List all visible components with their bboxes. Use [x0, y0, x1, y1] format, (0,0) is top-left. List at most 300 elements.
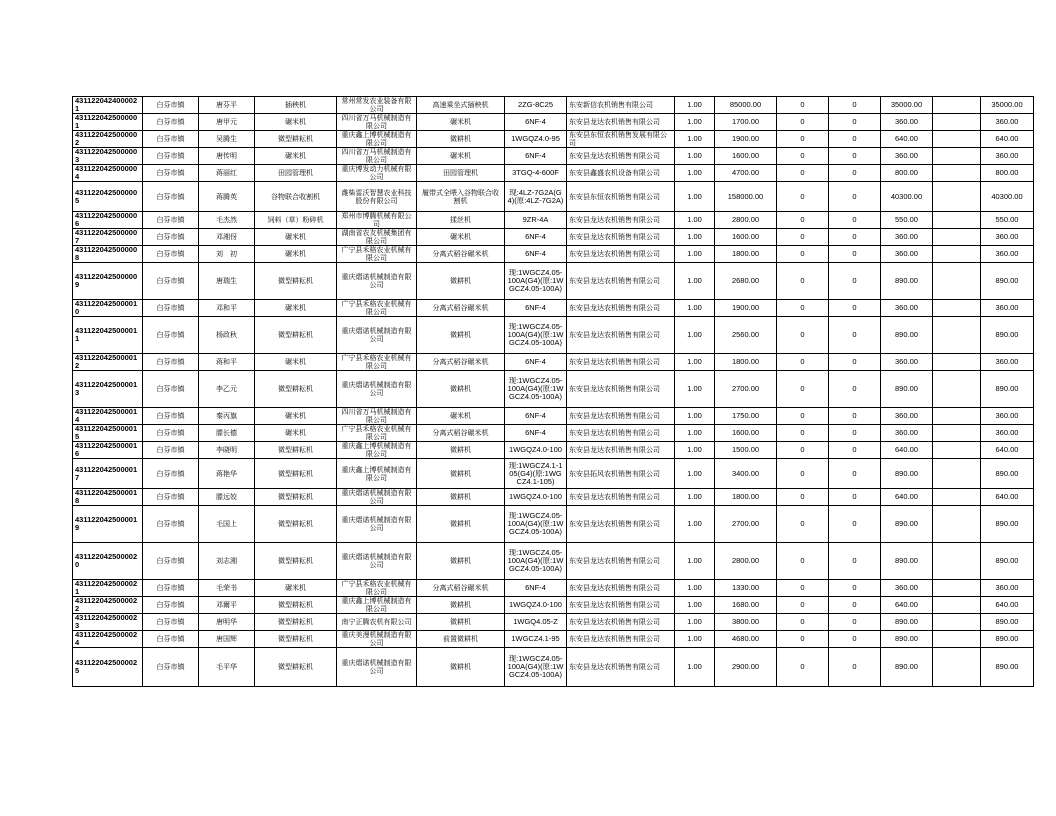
cell-manufacturer: 重庆熠诺机械制造有限公司 [337, 648, 417, 687]
cell-manufacturer: 重庆熠诺机械制造有限公司 [337, 543, 417, 580]
cell-col-l: 0 [829, 182, 881, 212]
table-row [73, 131, 1034, 148]
cell-town: 白芬市镇 [143, 648, 199, 687]
cell-model: 6NF-4 [505, 354, 567, 371]
cell-total-subsidy: 890.00 [981, 648, 1034, 687]
cell-town: 白芬市镇 [143, 614, 199, 631]
cell-farmer-name: 唐明华 [199, 614, 255, 631]
cell-col-l: 0 [829, 648, 881, 687]
cell-col-k: 0 [777, 371, 829, 408]
cell-dealer: 东安县东恒农机销售发展有限公司 [567, 131, 675, 148]
cell-model: 6NF-4 [505, 114, 567, 131]
cell-col-n [933, 317, 981, 354]
cell-machine-name: 碾米机 [417, 148, 505, 165]
cell-farmer-name: 毛平华 [199, 648, 255, 687]
cell-machine-category: 碾米机 [255, 408, 337, 425]
cell-col-l: 0 [829, 489, 881, 506]
cell-subsidy-amount: 360.00 [881, 246, 933, 263]
table-row [73, 246, 1034, 263]
cell-town: 白芬市镇 [143, 148, 199, 165]
cell-record-id: 431122042500001 5 [73, 425, 143, 442]
cell-col-l: 0 [829, 97, 881, 114]
cell-col-n [933, 354, 981, 371]
cell-col-k: 0 [777, 489, 829, 506]
cell-col-n [933, 506, 981, 543]
cell-subsidy-amount: 890.00 [881, 614, 933, 631]
cell-farmer-name: 唐瑞生 [199, 263, 255, 300]
cell-quantity: 1.00 [675, 597, 715, 614]
cell-col-n [933, 459, 981, 489]
cell-machine-name: 微耕机 [417, 597, 505, 614]
cell-machine-category: 微型耕耘机 [255, 631, 337, 648]
cell-col-k: 0 [777, 148, 829, 165]
cell-machine-category: 饲料（草）粉碎机 [255, 212, 337, 229]
cell-total-subsidy: 35000.00 [981, 97, 1034, 114]
cell-sale-price: 2800.00 [715, 212, 777, 229]
cell-subsidy-amount: 360.00 [881, 148, 933, 165]
cell-sale-price: 1500.00 [715, 442, 777, 459]
cell-col-k: 0 [777, 182, 829, 212]
cell-model: 6NF-4 [505, 580, 567, 597]
cell-machine-category: 碾米机 [255, 354, 337, 371]
cell-quantity: 1.00 [675, 459, 715, 489]
table-row [73, 543, 1034, 580]
cell-record-id: 431122042500001 7 [73, 459, 143, 489]
cell-subsidy-amount: 640.00 [881, 597, 933, 614]
cell-col-k: 0 [777, 246, 829, 263]
cell-town: 白芬市镇 [143, 97, 199, 114]
cell-machine-name: 分离式稻谷碾米机 [417, 425, 505, 442]
cell-sale-price: 158000.00 [715, 182, 777, 212]
cell-total-subsidy: 40300.00 [981, 182, 1034, 212]
cell-total-subsidy: 890.00 [981, 631, 1034, 648]
cell-farmer-name: 吴腾生 [199, 131, 255, 148]
cell-col-n [933, 212, 981, 229]
cell-manufacturer: 重庆鑫上博机械制造有限公司 [337, 597, 417, 614]
cell-farmer-name: 蒋和平 [199, 354, 255, 371]
cell-quantity: 1.00 [675, 246, 715, 263]
cell-sale-price: 1800.00 [715, 489, 777, 506]
cell-model: 现:1WGCZ4.05-100A(G4)(原:1WGCZ4.05-100A) [505, 543, 567, 580]
cell-machine-category: 微型耕耘机 [255, 648, 337, 687]
cell-sale-price: 4680.00 [715, 631, 777, 648]
cell-farmer-name: 杨政秋 [199, 317, 255, 354]
cell-manufacturer: 潍柴雷沃智慧农业科技股份有限公司 [337, 182, 417, 212]
cell-record-id: 431122042500000 4 [73, 165, 143, 182]
cell-dealer: 东安新信农机销售有限公司 [567, 97, 675, 114]
cell-model: 现:1WGCZ4.05-100A(G4)(原:1WGCZ4.05-100A) [505, 506, 567, 543]
cell-machine-name: 微耕机 [417, 489, 505, 506]
cell-col-n [933, 408, 981, 425]
cell-quantity: 1.00 [675, 263, 715, 300]
cell-col-k: 0 [777, 408, 829, 425]
cell-sale-price: 1900.00 [715, 300, 777, 317]
cell-machine-name: 碾米机 [417, 229, 505, 246]
cell-total-subsidy: 640.00 [981, 442, 1034, 459]
cell-col-l: 0 [829, 317, 881, 354]
cell-town: 白芬市镇 [143, 371, 199, 408]
cell-col-l: 0 [829, 614, 881, 631]
cell-col-n [933, 543, 981, 580]
cell-town: 白芬市镇 [143, 543, 199, 580]
cell-col-n [933, 489, 981, 506]
cell-subsidy-amount: 360.00 [881, 300, 933, 317]
cell-col-n [933, 580, 981, 597]
cell-farmer-name: 刘志湘 [199, 543, 255, 580]
cell-sale-price: 2680.00 [715, 263, 777, 300]
cell-total-subsidy: 640.00 [981, 489, 1034, 506]
cell-sale-price: 4700.00 [715, 165, 777, 182]
cell-dealer: 东安县龙达农机销售有限公司 [567, 371, 675, 408]
cell-total-subsidy: 360.00 [981, 300, 1034, 317]
cell-manufacturer: 广宁县禾格农业机械有限公司 [337, 425, 417, 442]
cell-machine-category: 微型耕耘机 [255, 506, 337, 543]
cell-subsidy-amount: 890.00 [881, 631, 933, 648]
cell-col-n [933, 631, 981, 648]
cell-dealer: 东安县鑫盛农机设备有限公司 [567, 165, 675, 182]
cell-dealer: 东安县龙达农机销售有限公司 [567, 229, 675, 246]
cell-dealer: 东安县龙达农机销售有限公司 [567, 506, 675, 543]
cell-record-id: 431122042500002 1 [73, 580, 143, 597]
table-row [73, 371, 1034, 408]
cell-town: 白芬市镇 [143, 597, 199, 614]
cell-quantity: 1.00 [675, 165, 715, 182]
cell-col-l: 0 [829, 506, 881, 543]
cell-manufacturer: 重庆鑫上博机械制造有限公司 [337, 442, 417, 459]
cell-farmer-name: 唐传明 [199, 148, 255, 165]
cell-farmer-name: 李乙元 [199, 371, 255, 408]
cell-town: 白芬市镇 [143, 442, 199, 459]
cell-record-id: 431122042500002 4 [73, 631, 143, 648]
cell-model: 现:1WGCZ4.1-105(G4)(原:1WGCZ4.1-105) [505, 459, 567, 489]
cell-col-l: 0 [829, 631, 881, 648]
cell-col-l: 0 [829, 212, 881, 229]
cell-col-k: 0 [777, 229, 829, 246]
cell-model: 6NF-4 [505, 229, 567, 246]
cell-machine-category: 微型耕耘机 [255, 371, 337, 408]
cell-machine-name: 履带式全喂入谷物联合收割机 [417, 182, 505, 212]
table-row [73, 317, 1034, 354]
cell-quantity: 1.00 [675, 229, 715, 246]
cell-subsidy-amount: 890.00 [881, 263, 933, 300]
cell-model: 现:1WGCZ4.05-100A(G4)(原:1WGCZ4.05-100A) [505, 648, 567, 687]
cell-dealer: 东安县龙达农机销售有限公司 [567, 263, 675, 300]
cell-farmer-name: 邓和平 [199, 300, 255, 317]
cell-model: 1WGQZ4.0-100 [505, 442, 567, 459]
cell-town: 白芬市镇 [143, 229, 199, 246]
cell-col-l: 0 [829, 442, 881, 459]
subsidy-table [72, 96, 1034, 687]
cell-machine-name: 分离式稻谷碾米机 [417, 300, 505, 317]
cell-quantity: 1.00 [675, 354, 715, 371]
cell-sale-price: 2700.00 [715, 371, 777, 408]
cell-subsidy-amount: 890.00 [881, 543, 933, 580]
cell-total-subsidy: 890.00 [981, 459, 1034, 489]
cell-quantity: 1.00 [675, 97, 715, 114]
cell-col-l: 0 [829, 543, 881, 580]
cell-model: 6NF-4 [505, 300, 567, 317]
table-row [73, 182, 1034, 212]
cell-quantity: 1.00 [675, 212, 715, 229]
cell-machine-category: 微型耕耘机 [255, 131, 337, 148]
cell-subsidy-amount: 890.00 [881, 371, 933, 408]
cell-quantity: 1.00 [675, 317, 715, 354]
cell-col-l: 0 [829, 300, 881, 317]
cell-record-id: 431122042500001 6 [73, 442, 143, 459]
table-row [73, 631, 1034, 648]
cell-manufacturer: 四川省万马机械制造有限公司 [337, 148, 417, 165]
cell-manufacturer: 重庆美漫机械制造有限公司 [337, 631, 417, 648]
cell-farmer-name: 唐国辉 [199, 631, 255, 648]
cell-col-k: 0 [777, 614, 829, 631]
cell-total-subsidy: 890.00 [981, 317, 1034, 354]
cell-manufacturer: 湖南省农友机械集团有限公司 [337, 229, 417, 246]
cell-quantity: 1.00 [675, 425, 715, 442]
table-row [73, 408, 1034, 425]
cell-col-n [933, 182, 981, 212]
cell-farmer-name: 蒋腾英 [199, 182, 255, 212]
cell-machine-category: 谷物联合收割机 [255, 182, 337, 212]
cell-quantity: 1.00 [675, 543, 715, 580]
cell-machine-category: 微型耕耘机 [255, 263, 337, 300]
cell-subsidy-amount: 890.00 [881, 506, 933, 543]
cell-machine-name: 微耕机 [417, 442, 505, 459]
cell-dealer: 东安县龙达农机销售有限公司 [567, 212, 675, 229]
table-row [73, 354, 1034, 371]
cell-town: 白芬市镇 [143, 408, 199, 425]
cell-town: 白芬市镇 [143, 354, 199, 371]
table-row [73, 229, 1034, 246]
cell-col-l: 0 [829, 597, 881, 614]
cell-col-n [933, 648, 981, 687]
cell-manufacturer: 重庆熠诺机械制造有限公司 [337, 371, 417, 408]
cell-col-k: 0 [777, 506, 829, 543]
cell-manufacturer: 重庆熠诺机械制造有限公司 [337, 317, 417, 354]
cell-col-n [933, 148, 981, 165]
cell-farmer-name: 刘 初 [199, 246, 255, 263]
cell-dealer: 东安县龙达农机销售有限公司 [567, 408, 675, 425]
cell-record-id: 431122042500001 0 [73, 300, 143, 317]
cell-col-k: 0 [777, 648, 829, 687]
cell-town: 白芬市镇 [143, 300, 199, 317]
cell-machine-name: 微耕机 [417, 263, 505, 300]
cell-dealer: 东安县龙达农机销售有限公司 [567, 425, 675, 442]
cell-machine-name: 微耕机 [417, 131, 505, 148]
cell-col-k: 0 [777, 165, 829, 182]
cell-model: 6NF-4 [505, 425, 567, 442]
cell-total-subsidy: 890.00 [981, 263, 1034, 300]
cell-dealer: 东安县龙达农机销售有限公司 [567, 489, 675, 506]
cell-sale-price: 2700.00 [715, 506, 777, 543]
cell-model: 1WGCZ4.1-95 [505, 631, 567, 648]
cell-machine-name: 碾米机 [417, 408, 505, 425]
cell-machine-category: 碾米机 [255, 246, 337, 263]
cell-subsidy-amount: 360.00 [881, 425, 933, 442]
cell-machine-category: 微型耕耘机 [255, 489, 337, 506]
cell-machine-name: 揉丝机 [417, 212, 505, 229]
cell-model: 6NF-4 [505, 148, 567, 165]
cell-sale-price: 1330.00 [715, 580, 777, 597]
cell-town: 白芬市镇 [143, 506, 199, 543]
table-row [73, 263, 1034, 300]
cell-subsidy-amount: 890.00 [881, 459, 933, 489]
cell-total-subsidy: 890.00 [981, 371, 1034, 408]
cell-total-subsidy: 360.00 [981, 148, 1034, 165]
cell-machine-category: 田园管理机 [255, 165, 337, 182]
cell-model: 1WGQ4.05-Z [505, 614, 567, 631]
cell-machine-category: 插秧机 [255, 97, 337, 114]
cell-farmer-name: 毛杰然 [199, 212, 255, 229]
cell-dealer: 东安县龙达农机销售有限公司 [567, 631, 675, 648]
cell-machine-name: 微耕机 [417, 543, 505, 580]
cell-subsidy-amount: 360.00 [881, 354, 933, 371]
cell-record-id: 431122042500000 5 [73, 182, 143, 212]
cell-sale-price: 3800.00 [715, 614, 777, 631]
cell-model: 现:1WGCZ4.05-100A(G4)(原:1WGCZ4.05-100A) [505, 263, 567, 300]
table-row [73, 648, 1034, 687]
cell-machine-category: 微型耕耘机 [255, 317, 337, 354]
cell-machine-category: 碾米机 [255, 425, 337, 442]
cell-dealer: 东安县龙达农机销售有限公司 [567, 543, 675, 580]
cell-record-id: 431122042500001 4 [73, 408, 143, 425]
cell-dealer: 东安县龙达农机销售有限公司 [567, 114, 675, 131]
cell-col-k: 0 [777, 580, 829, 597]
cell-sale-price: 85000.00 [715, 97, 777, 114]
cell-total-subsidy: 360.00 [981, 354, 1034, 371]
cell-col-l: 0 [829, 229, 881, 246]
cell-farmer-name: 蒋艳华 [199, 459, 255, 489]
cell-machine-name: 分离式稻谷碾米机 [417, 354, 505, 371]
cell-dealer: 东安县拓风农机销售有限公司 [567, 459, 675, 489]
cell-quantity: 1.00 [675, 580, 715, 597]
cell-total-subsidy: 640.00 [981, 131, 1034, 148]
cell-col-n [933, 97, 981, 114]
cell-col-l: 0 [829, 371, 881, 408]
cell-farmer-name: 唐甲元 [199, 114, 255, 131]
cell-quantity: 1.00 [675, 148, 715, 165]
table-row [73, 425, 1034, 442]
cell-machine-name: 微耕机 [417, 317, 505, 354]
cell-total-subsidy: 360.00 [981, 580, 1034, 597]
cell-farmer-name: 滕长德 [199, 425, 255, 442]
table-row [73, 300, 1034, 317]
cell-dealer: 东安县龙达农机销售有限公司 [567, 148, 675, 165]
cell-subsidy-amount: 550.00 [881, 212, 933, 229]
table-row [73, 442, 1034, 459]
cell-town: 白芬市镇 [143, 580, 199, 597]
cell-quantity: 1.00 [675, 182, 715, 212]
cell-col-n [933, 246, 981, 263]
cell-col-l: 0 [829, 246, 881, 263]
cell-record-id: 431122042500000 6 [73, 212, 143, 229]
cell-manufacturer: 四川省万马机械制造有限公司 [337, 408, 417, 425]
cell-quantity: 1.00 [675, 131, 715, 148]
cell-machine-name: 前置微耕机 [417, 631, 505, 648]
cell-col-n [933, 442, 981, 459]
cell-machine-category: 微型耕耘机 [255, 614, 337, 631]
cell-model: 现:4LZ-7G2A(G4)(原:4LZ-7G2A) [505, 182, 567, 212]
cell-town: 白芬市镇 [143, 631, 199, 648]
cell-model: 9ZR-4A [505, 212, 567, 229]
cell-farmer-name: 邓爾平 [199, 597, 255, 614]
cell-manufacturer: 广宁县禾格农业机械有限公司 [337, 246, 417, 263]
cell-total-subsidy: 890.00 [981, 543, 1034, 580]
cell-model: 3TGQ-4-600F [505, 165, 567, 182]
cell-quantity: 1.00 [675, 442, 715, 459]
cell-dealer: 东安县龙达农机销售有限公司 [567, 614, 675, 631]
cell-machine-category: 碾米机 [255, 580, 337, 597]
cell-col-k: 0 [777, 212, 829, 229]
cell-town: 白芬市镇 [143, 114, 199, 131]
cell-col-k: 0 [777, 459, 829, 489]
cell-model: 6NF-4 [505, 246, 567, 263]
cell-record-id: 431122042500002 5 [73, 648, 143, 687]
cell-col-k: 0 [777, 354, 829, 371]
cell-sale-price: 1600.00 [715, 229, 777, 246]
table-row [73, 459, 1034, 489]
cell-col-l: 0 [829, 148, 881, 165]
cell-machine-name: 碾米机 [417, 114, 505, 131]
cell-sale-price: 1600.00 [715, 425, 777, 442]
cell-quantity: 1.00 [675, 300, 715, 317]
cell-model: 1WGQZ4.0-100 [505, 597, 567, 614]
cell-subsidy-amount: 360.00 [881, 580, 933, 597]
cell-machine-category: 微型耕耘机 [255, 442, 337, 459]
cell-manufacturer: 重庆熠诺机械制造有限公司 [337, 489, 417, 506]
cell-subsidy-amount: 800.00 [881, 165, 933, 182]
cell-sale-price: 1900.00 [715, 131, 777, 148]
cell-sale-price: 1700.00 [715, 114, 777, 131]
cell-record-id: 431122042500000 7 [73, 229, 143, 246]
table-row [73, 614, 1034, 631]
cell-manufacturer: 重庆博发动力机械有限公司 [337, 165, 417, 182]
cell-manufacturer: 郑州市博腾机械有限公司 [337, 212, 417, 229]
cell-machine-category: 碾米机 [255, 114, 337, 131]
cell-col-k: 0 [777, 317, 829, 354]
cell-col-l: 0 [829, 580, 881, 597]
cell-col-n [933, 114, 981, 131]
table-row [73, 212, 1034, 229]
cell-quantity: 1.00 [675, 489, 715, 506]
cell-machine-name: 微耕机 [417, 648, 505, 687]
cell-manufacturer: 重庆鑫上博机械制造有限公司 [337, 459, 417, 489]
cell-total-subsidy: 890.00 [981, 614, 1034, 631]
cell-manufacturer: 重庆熠诺机械制造有限公司 [337, 263, 417, 300]
cell-quantity: 1.00 [675, 506, 715, 543]
table-row [73, 165, 1034, 182]
cell-subsidy-amount: 40300.00 [881, 182, 933, 212]
cell-quantity: 1.00 [675, 114, 715, 131]
cell-quantity: 1.00 [675, 408, 715, 425]
cell-col-k: 0 [777, 114, 829, 131]
cell-subsidy-amount: 360.00 [881, 229, 933, 246]
cell-sale-price: 1800.00 [715, 354, 777, 371]
cell-record-id: 431122042500001 3 [73, 371, 143, 408]
cell-farmer-name: 秦丙旗 [199, 408, 255, 425]
cell-manufacturer: 重庆鑫上博机械制造有限公司 [337, 131, 417, 148]
cell-record-id: 431122042500002 3 [73, 614, 143, 631]
cell-col-l: 0 [829, 425, 881, 442]
cell-model: 现:1WGCZ4.05-100A(G4)(原:1WGCZ4.05-100A) [505, 371, 567, 408]
cell-col-n [933, 597, 981, 614]
cell-model: 1WGQZ4.0-95 [505, 131, 567, 148]
cell-record-id: 431122042500000 3 [73, 148, 143, 165]
cell-manufacturer: 重庆熠诺机械制造有限公司 [337, 506, 417, 543]
cell-farmer-name: 蒋丽红 [199, 165, 255, 182]
cell-col-n [933, 614, 981, 631]
cell-total-subsidy: 360.00 [981, 408, 1034, 425]
cell-total-subsidy: 360.00 [981, 114, 1034, 131]
